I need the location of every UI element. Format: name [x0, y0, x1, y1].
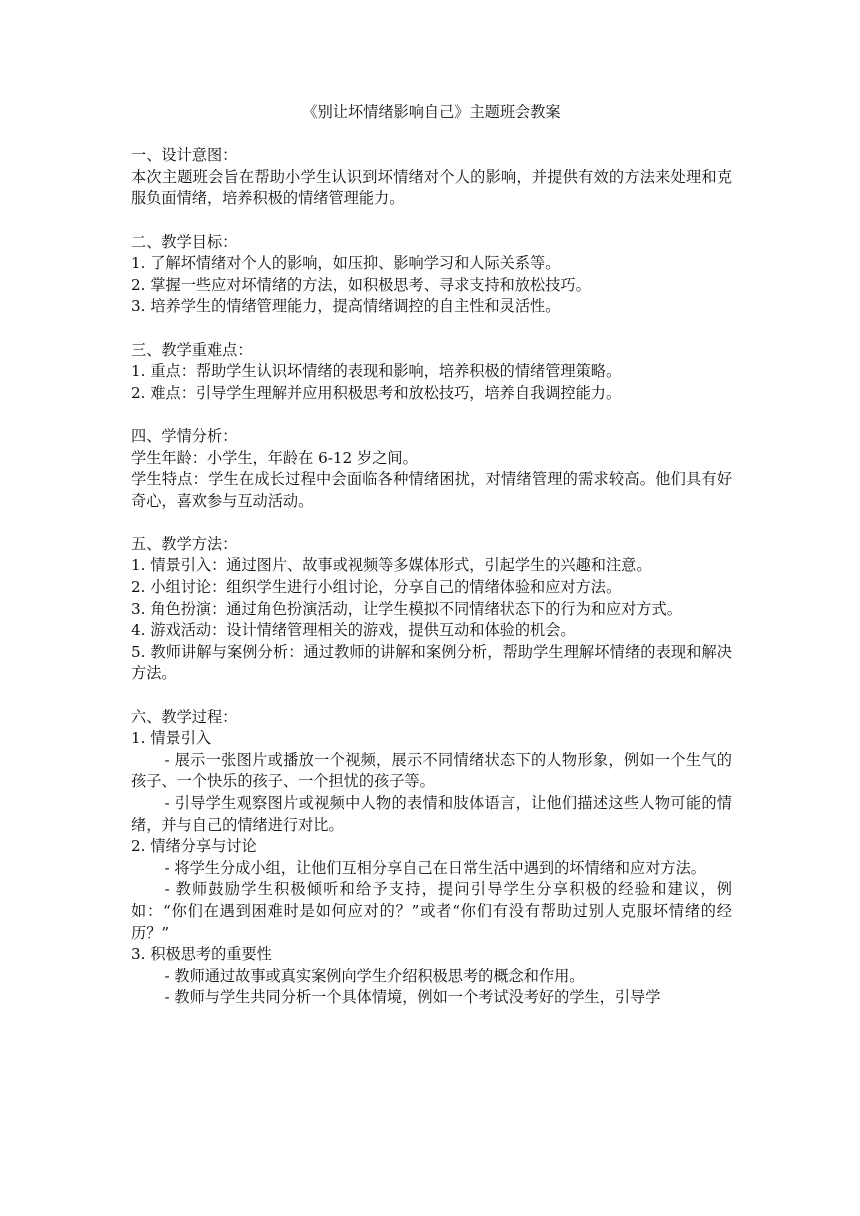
- section-methods: [131, 534, 732, 685]
- list-item: 1. 情景引入：通过图片、故事或视频等多媒体形式，引起学生的兴趣和注意。: [131, 556, 652, 575]
- step-detail: - 引导学生观察图片或视频中人物的表情和肢体语言，让他们描述这些人物可能的情绪，并与自己的情绪进行对比。: [131, 794, 732, 834]
- section-design: [131, 145, 732, 210]
- list-item: 2. 难点：引导学生理解并应用积极思考和放松技巧，培养自我调控能力。: [131, 383, 622, 402]
- step-title: 3. 积极思考的重要性: [131, 945, 272, 964]
- section-goals: [131, 232, 732, 318]
- section-heading: 五、教学方法：: [131, 534, 238, 553]
- section-heading: 一、设计意图：: [131, 146, 238, 165]
- list-item: 2. 掌握一些应对坏情绪的方法，如积极思考、寻求支持和放松技巧。: [131, 275, 591, 294]
- step-detail: - 教师鼓励学生积极倾听和给予支持，提问引导学生分享积极的经验和建议，例如：“你们在遇到困难时是如何应对的？”或者“你们有没有帮助过别人克服坏情绪的经历？”: [131, 880, 732, 942]
- step-title: 1. 情景引入: [131, 729, 212, 748]
- list-item: 学生特点：学生在成长过程中会面临各种情绪困扰，对情绪管理的需求较高。他们具有好奇心，喜欢参与互动活动。: [131, 470, 732, 510]
- step-title: 2. 情绪分享与讨论: [131, 837, 257, 856]
- step-detail: - 将学生分成小组，让他们互相分享自己在日常生活中遇到的坏情绪和应对方法。: [164, 858, 706, 877]
- list-item: 2. 小组讨论：组织学生进行小组讨论，分享自己的情绪体验和应对方法。: [131, 578, 622, 597]
- list-item: 4. 游戏活动：设计情绪管理相关的游戏，提供互动和体验的机会。: [131, 621, 576, 640]
- list-item: 3. 角色扮演：通过角色扮演活动，让学生模拟不同情绪状态下的行为和应对方式。: [131, 599, 682, 618]
- list-item: 3. 培养学生的情绪管理能力，提高情绪调控的自主性和灵活性。: [131, 297, 561, 316]
- list-item: 1. 了解坏情绪对个人的影响，如压抑、影响学习和人际关系等。: [131, 254, 561, 273]
- list-item: 1. 重点：帮助学生认识坏情绪的表现和影响，培养积极的情绪管理策略。: [131, 362, 622, 381]
- section-analysis: [131, 426, 732, 512]
- list-item: 5. 教师讲解与案例分析：通过教师的讲解和案例分析，帮助学生理解坏情绪的表现和解决方法。: [131, 642, 732, 683]
- section-heading: 四、学情分析：: [131, 426, 238, 445]
- paragraph: 本次主题班会旨在帮助小学生认识到坏情绪对个人的影响，并提供有效的方法来处理和克服负面情绪，培养积极的情绪管理能力。: [131, 167, 732, 208]
- step-detail: - 教师与学生共同分析一个具体情境，例如一个考试没考好的学生，引导学: [164, 988, 661, 1007]
- step-detail: - 教师通过故事或真实案例向学生介绍积极思考的概念和作用。: [164, 966, 585, 985]
- section-process: [131, 707, 732, 1009]
- section-heading: 二、教学目标：: [131, 232, 238, 251]
- section-keypoints: [131, 340, 732, 405]
- document-title: 《别让坏情绪影响自己》主题班会教案: [302, 103, 561, 121]
- section-heading: 三、教学重难点：: [131, 340, 253, 359]
- step-detail: - 展示一张图片或播放一个视频，展示不同情绪状态下的人物形象，例如一个生气的孩子、一个快乐的孩子、一个担忧的孩子等。: [131, 750, 732, 791]
- section-heading: 六、教学过程：: [131, 707, 238, 726]
- list-item: 学生年龄：小学生，年龄在 6-12 岁之间。: [131, 448, 418, 467]
